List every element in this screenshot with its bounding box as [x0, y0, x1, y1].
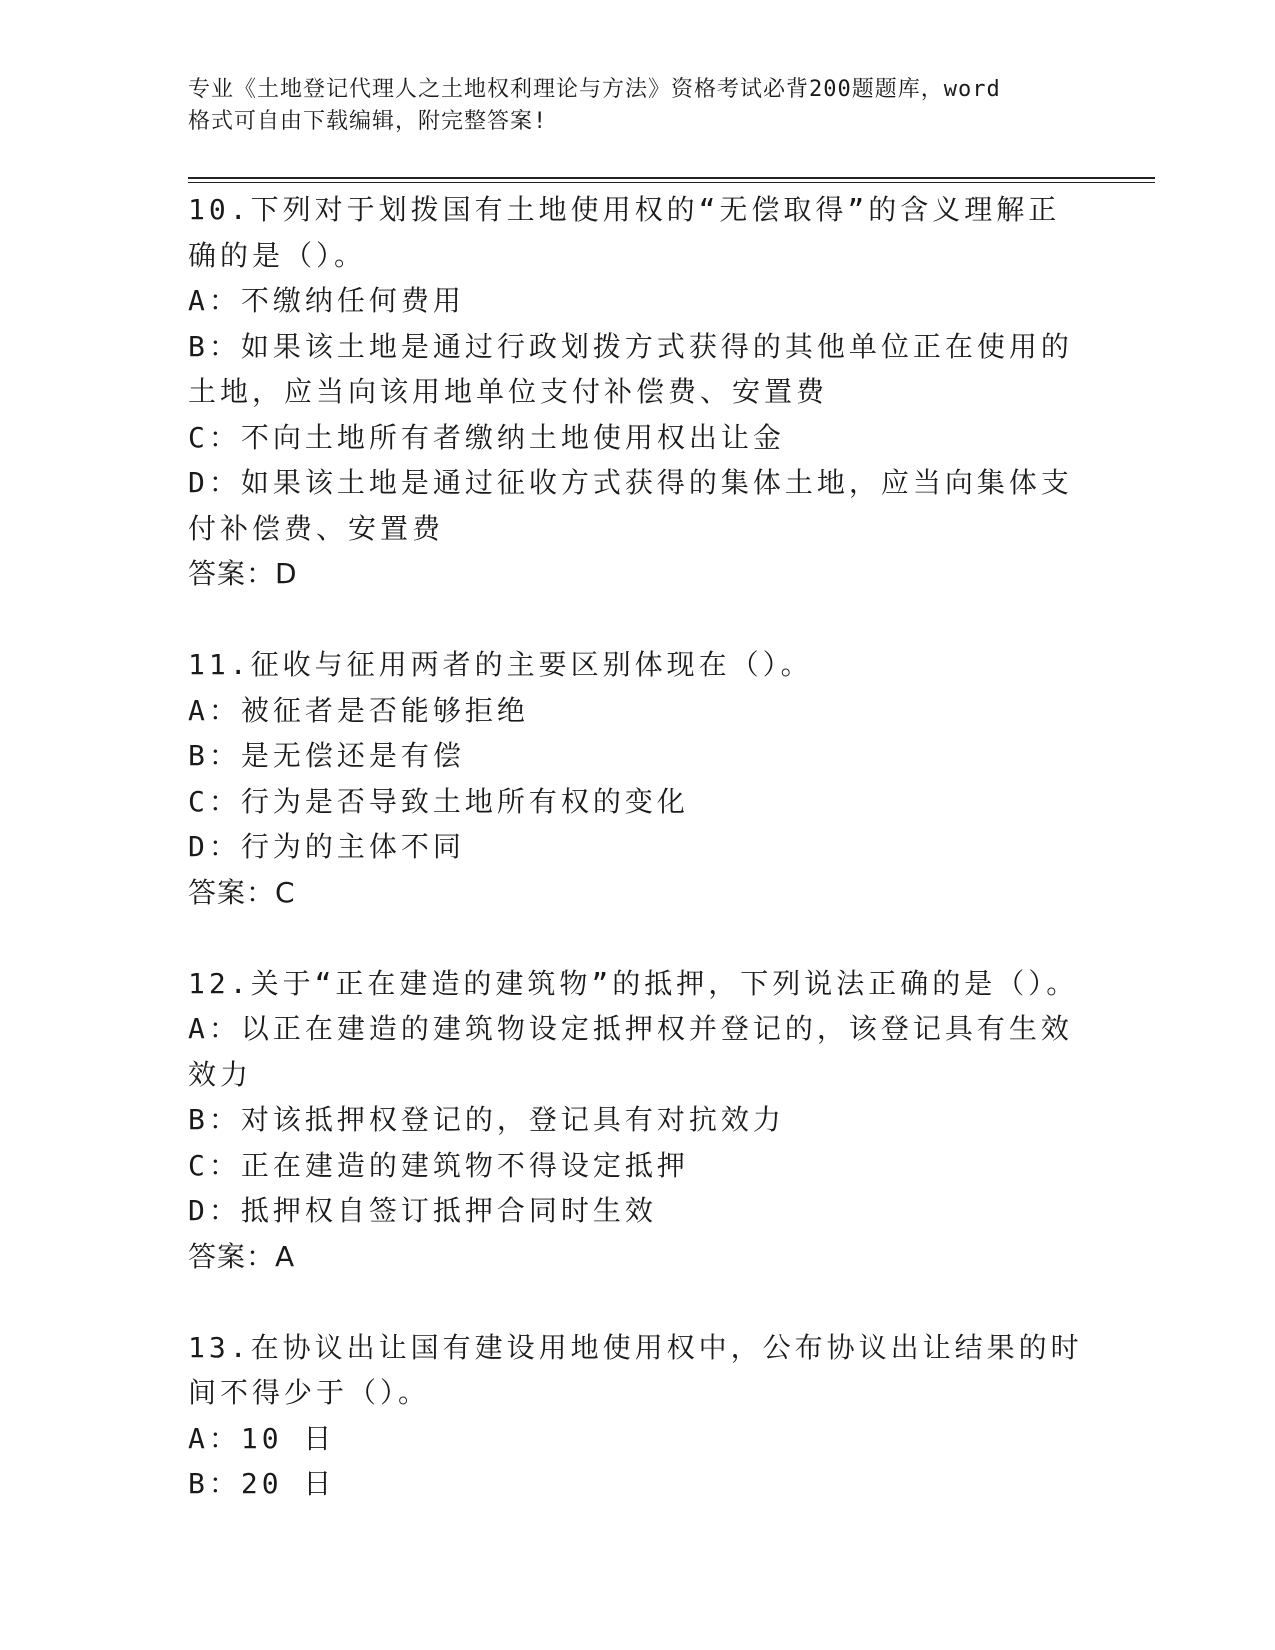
question-stem: 12.关于“正在建造的建筑物”的抵押，下列说法正确的是（）。 — [188, 966, 1079, 1000]
option-b: B：是无偿还是有偿 — [188, 739, 465, 772]
header-divider-thick — [188, 177, 1155, 179]
question-10 — [188, 187, 1088, 597]
question-stem: 11.征收与征用两者的主要区别体现在（）。 — [188, 648, 813, 681]
answer: 答案：C — [188, 875, 296, 909]
option-a: A：不缴纳任何费用 — [188, 284, 465, 317]
question-stem: 13.在协议出让国有建设用地使用权中，公布协议出让结果的时间不得少于（）。 — [188, 1330, 1083, 1409]
question-list — [188, 187, 1088, 1507]
question-stem: 10.下列对于划拨国有土地使用权的“无偿取得”的含义理解正确的是（）。 — [188, 193, 1061, 272]
option-d: D：抵押权自签订抵押合同时生效 — [188, 1194, 657, 1227]
question-11 — [188, 642, 1088, 915]
answer: 答案：D — [188, 557, 298, 590]
option-c: C：正在建造的建筑物不得设定抵押 — [188, 1148, 689, 1182]
header-line-1: 专业《土地登记代理人之土地权利理论与方法》资格考试必背200题题库，word — [188, 77, 1001, 102]
header-line-2: 格式可自由下载编辑，附完整答案! — [188, 109, 548, 134]
option-a: A：10 日 — [188, 1421, 336, 1455]
option-d: D：如果该土地是通过征收方式获得的集体土地，应当向集体支付补偿费、安置费 — [188, 466, 1073, 545]
option-d: D：行为的主体不同 — [188, 830, 465, 863]
option-c: C：不向土地所有者缴纳土地使用权出让金 — [188, 420, 785, 454]
option-b: B：对该抵押权登记的，登记具有对抗效力 — [188, 1103, 785, 1136]
option-b: B：20 日 — [188, 1467, 336, 1500]
question-13 — [188, 1325, 1088, 1507]
header-divider-thin — [188, 182, 1155, 183]
question-12 — [188, 961, 1088, 1280]
document-header — [188, 74, 1068, 138]
option-c: C：行为是否导致土地所有权的变化 — [188, 784, 689, 818]
option-a: A：被征者是否能够拒绝 — [188, 693, 529, 727]
option-b: B：如果该土地是通过行政划拨方式获得的其他单位正在使用的土地，应当向该用地单位支付补偿费、安置费 — [188, 329, 1073, 408]
answer: 答案：A — [188, 1239, 296, 1273]
option-a: A：以正在建造的建筑物设定抵押权并登记的，该登记具有生效效力 — [188, 1012, 1073, 1091]
